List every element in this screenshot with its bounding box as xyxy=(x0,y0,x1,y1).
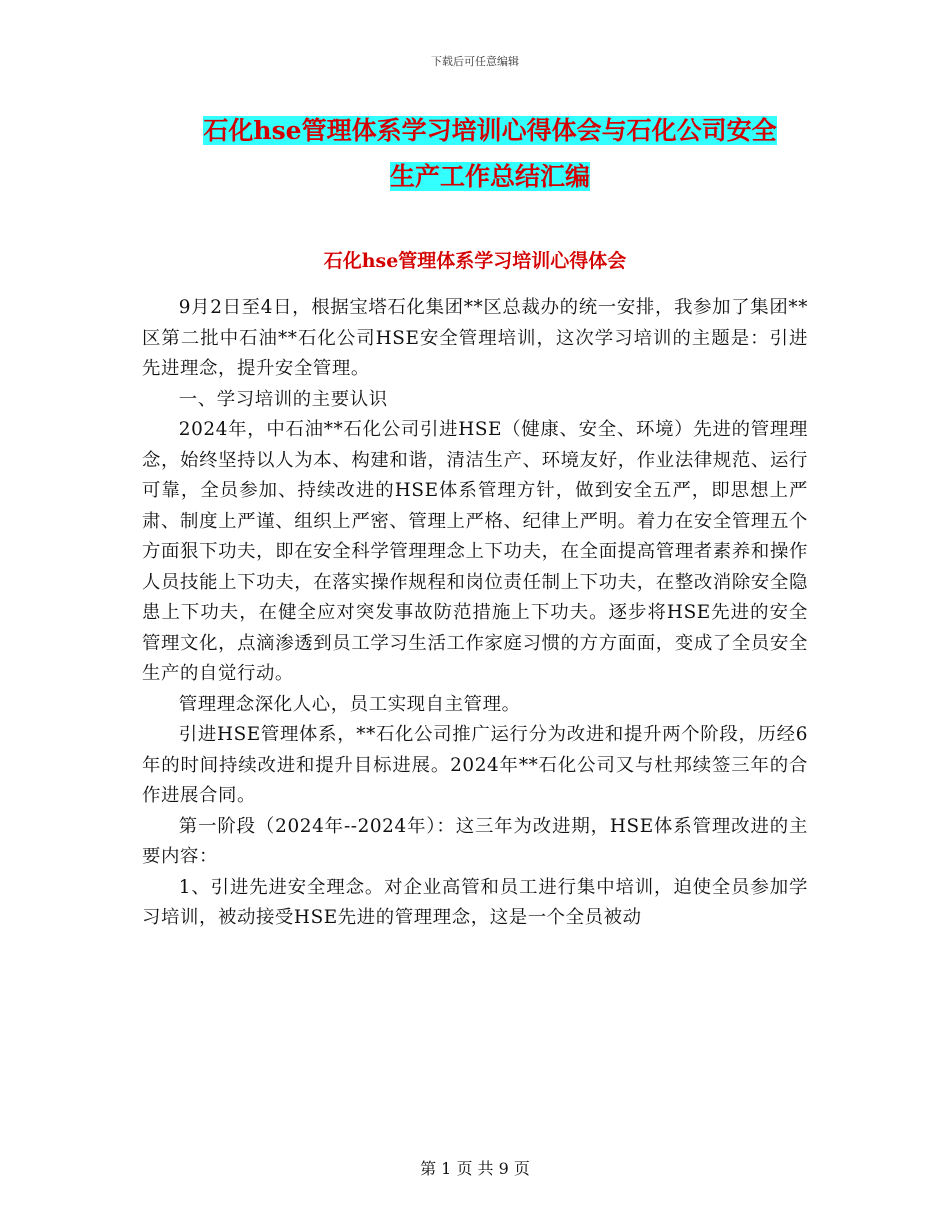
title-line-1: 石化hse管理体系学习培训心得体会与石化公司安全 xyxy=(203,116,777,145)
document-title xyxy=(150,108,830,200)
paragraph: 第一阶段（2024年--2024年）：这三年为改进期，HSE体系管理改进的主要内容： xyxy=(142,815,808,867)
paragraph: 管理理念深化人心，员工实现自主管理。 xyxy=(178,693,521,715)
paragraph: 1、引进先进安全理念。对企业高管和员工进行集中培训，迫使全员参加学习培训，被动接受HSE先进的管理理念，这是一个全员被动 xyxy=(142,876,808,928)
title-line-2: 生产工作总结汇编 xyxy=(389,162,590,191)
header-note: 下载后可任意编辑 xyxy=(431,55,519,68)
page-footer: 第 1 页 共 9 页 xyxy=(420,1159,530,1178)
section-title: 石化hse管理体系学习培训心得体会 xyxy=(323,250,627,272)
paragraph: 一、学习培训的主要认识 xyxy=(178,388,388,410)
paragraph: 9月2日至4日，根据宝塔石化集团**区总裁办的统一安排，我参加了集团**区第二批中石油**石化公司HSE安全管理培训，这次学习培训的主题是：引进先进理念，提升安全管理。 xyxy=(142,297,808,379)
paragraph: 引进HSE管理体系，**石化公司推广运行分为改进和提升两个阶段，历经6年的时间持续改进和提升目标进展。2024年**石化公司又与杜邦续签三年的合作进展合同。 xyxy=(142,724,808,806)
paragraph: 2024年，中石油**石化公司引进HSE（健康、安全、环境）先进的管理理念，始终坚持以人为本、构建和谐，清洁生产、环境友好，作业法律规范、运行可靠，全员参加、持续改进的HSE体系管理方针，做到安全五严，即思想上严肃、制度上严谨、组织上严密、管理上严格、纪律上严明。着力在安全管理五个方面狠下功夫，即在安全科学管理理念上下功夫，在全面提高管理者素养和操作人员技能上下功夫，在落实操作规程和岗位责任制上下功夫，在整改消除安全隐患上下功夫，在健全应对突发事故防范措施上下功夫。逐步将HSE先进的安全管理文化，点滴渗透到员工学习生活工作家庭习惯的方方面面，变成了全员安全生产的自觉行动。 xyxy=(142,419,808,684)
body-text xyxy=(142,293,808,934)
